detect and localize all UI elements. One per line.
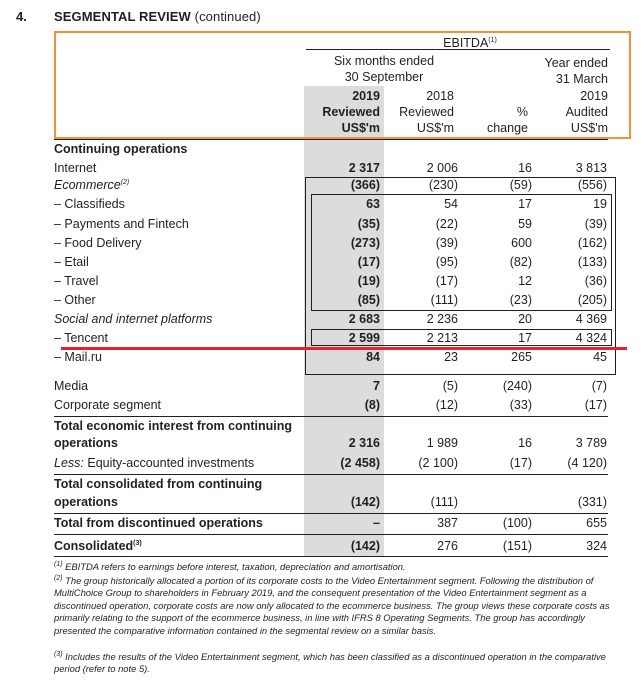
- row-label: – Etail: [54, 255, 89, 269]
- col4-unit: US$'m: [570, 121, 608, 135]
- cell-change: (17): [509, 456, 532, 470]
- row-label: [54, 177, 129, 193]
- cell-2019-audited: 655: [586, 516, 607, 530]
- footnote-2: [54, 575, 624, 637]
- cell-2018-reviewed: (39): [435, 236, 458, 250]
- footnote-mark: (2): [54, 574, 63, 582]
- year-ended-line1: Year ended: [544, 56, 608, 70]
- cell-change: 16: [518, 436, 532, 450]
- row-divider: [54, 416, 608, 417]
- cell-change: 16: [518, 161, 532, 175]
- col4-status: Audited: [565, 105, 608, 119]
- header-highlight-box: [54, 31, 631, 139]
- cell-2018-reviewed: 387: [437, 516, 458, 530]
- col3-unit: change: [486, 121, 528, 135]
- row-label: Internet: [54, 161, 97, 175]
- cell-2019-reviewed: (142): [350, 539, 380, 553]
- row-label-text: Ecommerce: [54, 178, 121, 192]
- cell-change: 265: [511, 350, 532, 364]
- cell-2019-reviewed: 7: [373, 379, 380, 393]
- ebitda-label: EBITDA: [443, 36, 489, 50]
- cell-2018-reviewed: 54: [444, 197, 458, 211]
- cell-2019-reviewed: (35): [357, 217, 380, 231]
- cell-2019-audited: 4 369: [575, 312, 607, 326]
- row-divider: [54, 534, 608, 535]
- section-number: 4.: [16, 9, 27, 24]
- header-bottom-rule: [54, 139, 608, 140]
- cell-2019-audited: (331): [577, 495, 607, 509]
- row-label: [54, 455, 254, 471]
- row-label: [54, 538, 142, 554]
- six-months-line1: Six months ended: [333, 54, 435, 68]
- row-label: operations: [54, 436, 118, 450]
- row-label: Total from discontinued operations: [54, 516, 263, 530]
- cell-change: 59: [518, 217, 532, 231]
- cell-2019-audited: 324: [586, 539, 607, 553]
- row-label: Media: [54, 379, 89, 393]
- row-label: Total economic interest from continuing: [54, 419, 292, 433]
- cell-change: 12: [518, 274, 532, 288]
- cell-change: 17: [518, 197, 532, 211]
- cell-change: (100): [502, 516, 532, 530]
- row-label: – Other: [54, 293, 96, 307]
- col2-status: Reviewed: [399, 105, 454, 119]
- cell-2018-reviewed: 276: [437, 539, 458, 553]
- cell-2019-reviewed: (273): [350, 236, 380, 250]
- cell-2018-reviewed: (12): [435, 398, 458, 412]
- row-label-prefix: Less:: [54, 456, 84, 470]
- ebitda-footnote-mark: (1): [488, 36, 497, 44]
- col3-symbol: %: [516, 105, 528, 119]
- year-ended-line2: 31 March: [555, 72, 608, 86]
- cell-2018-reviewed: (95): [435, 255, 458, 269]
- col2-unit: US$'m: [416, 121, 454, 135]
- cell-2018-reviewed: 1 989: [426, 436, 458, 450]
- cell-2019-reviewed: (19): [357, 274, 380, 288]
- cell-2019-reviewed: (366): [350, 178, 380, 192]
- cell-2019-audited: (4 120): [567, 456, 607, 470]
- cell-2019-reviewed: 2 683: [348, 312, 380, 326]
- section-title: [54, 9, 261, 24]
- cell-2019-audited: (7): [591, 379, 607, 393]
- tencent-row-box: [311, 329, 612, 346]
- cell-change: (59): [509, 178, 532, 192]
- cell-2018-reviewed: (2 100): [418, 456, 458, 470]
- row-label-text: Consolidated: [54, 539, 134, 553]
- footnote-mark: (3): [54, 650, 63, 658]
- row-divider: [54, 474, 608, 475]
- col1-year: 2019: [352, 89, 380, 103]
- footnote-text: The group historically allocated a portion of its corporate costs to the Video Entertainment segment. Following the distribution of MultiChoice Group to shareholders in February 2019, and the consequent presentation of the Video Entertainment segment as a discontinued operation, corporate costs are now only allocated to the ecommerce business. The group views these corporate costs as primarily relating to the support of the ecommerce business, in line with IFRS 8 Operating Segments. The group has accordingly presented the comparative information contained in the segmental review on a similar basis.: [54, 575, 610, 636]
- six-months-line2: 30 September: [344, 70, 424, 84]
- cell-2018-reviewed: (230): [428, 178, 458, 192]
- ecommerce-segments-box: [311, 194, 612, 311]
- row-label: – Payments and Fintech: [54, 217, 189, 231]
- footnote-text: Includes the results of the Video Entertainment segment, which has been classified as a discontinued operation in the comparative period (refer to note 5).: [54, 651, 606, 675]
- cell-change: 20: [518, 312, 532, 326]
- row-label: – Tencent: [54, 331, 108, 345]
- cell-2018-reviewed: 23: [444, 350, 458, 364]
- cell-change: 17: [518, 331, 532, 345]
- footnote-text: EBITDA refers to earnings before interest, taxation, depreciation and amortisation.: [65, 561, 406, 572]
- footnote-mark: (2): [120, 178, 130, 186]
- cell-2018-reviewed: (5): [442, 379, 458, 393]
- col1-unit: US$'m: [341, 121, 380, 135]
- row-divider: [54, 513, 608, 514]
- cell-2019-audited: (205): [577, 293, 607, 307]
- cell-2018-reviewed: 2 236: [426, 312, 458, 326]
- cell-2019-audited: 19: [593, 197, 607, 211]
- section-title-bold: SEGMENTAL REVIEW: [54, 9, 191, 24]
- col2-year: 2018: [426, 89, 454, 103]
- cell-change: (240): [502, 379, 532, 393]
- row-label: Social and internet platforms: [54, 312, 213, 326]
- cell-2019-reviewed: 2 317: [348, 161, 380, 175]
- cell-2019-reviewed: 2 599: [348, 331, 380, 345]
- cell-change: (151): [502, 539, 532, 553]
- cell-2019-audited: (162): [577, 236, 607, 250]
- cell-2019-reviewed: (8): [364, 398, 380, 412]
- cell-2018-reviewed: (111): [430, 495, 458, 509]
- row-label: Total consolidated from continuing: [54, 477, 263, 491]
- cell-change: (82): [509, 255, 532, 269]
- cell-2018-reviewed: (111): [430, 293, 458, 307]
- row-label: operations: [54, 495, 118, 509]
- col1-status: Reviewed: [322, 105, 380, 119]
- cell-2019-audited: (36): [584, 274, 607, 288]
- cell-2018-reviewed: 2 006: [426, 161, 458, 175]
- cell-2019-reviewed: 2 316: [348, 436, 380, 450]
- row-label: – Mail.ru: [54, 350, 102, 364]
- cell-2019-reviewed: 63: [366, 197, 380, 211]
- cell-2019-audited: 45: [593, 350, 607, 364]
- section-title-continued: (continued): [194, 9, 261, 24]
- col4-year: 2019: [580, 89, 608, 103]
- cell-change: 600: [511, 236, 532, 250]
- cell-change: (33): [509, 398, 532, 412]
- footnote-mark: (1): [54, 560, 63, 568]
- footnote-mark: (3): [133, 539, 142, 547]
- row-label: Corporate segment: [54, 398, 162, 412]
- cell-2019-reviewed: 84: [366, 350, 380, 364]
- cell-2019-reviewed: –: [373, 516, 380, 530]
- cell-2019-audited: 4 324: [575, 331, 607, 345]
- cell-2018-reviewed: (17): [435, 274, 458, 288]
- cell-2019-audited: 3 789: [575, 436, 607, 450]
- table-bottom-rule: [54, 556, 608, 557]
- cell-2019-audited: (133): [577, 255, 607, 269]
- cell-2019-reviewed: (85): [357, 293, 380, 307]
- cell-2018-reviewed: (22): [435, 217, 458, 231]
- red-underline-annotation: [61, 347, 627, 350]
- row-label: – Travel: [54, 274, 99, 288]
- cell-2019-audited: (39): [584, 217, 607, 231]
- cell-change: (23): [509, 293, 532, 307]
- cell-2019-reviewed: (142): [350, 495, 380, 509]
- cell-2019-audited: (556): [577, 178, 607, 192]
- footnote-3: [54, 651, 624, 676]
- row-label: Continuing operations: [54, 142, 188, 156]
- cell-2019-reviewed: (2 458): [340, 456, 380, 470]
- row-label: – Classifieds: [54, 197, 125, 211]
- row-label: – Food Delivery: [54, 236, 142, 250]
- row-label-text: Equity-accounted investments: [83, 456, 255, 470]
- footnote-1: [54, 561, 624, 573]
- cell-2019-audited: (17): [584, 398, 607, 412]
- cell-2019-reviewed: (17): [357, 255, 380, 269]
- cell-2019-audited: 3 813: [575, 161, 607, 175]
- cell-2018-reviewed: 2 213: [426, 331, 458, 345]
